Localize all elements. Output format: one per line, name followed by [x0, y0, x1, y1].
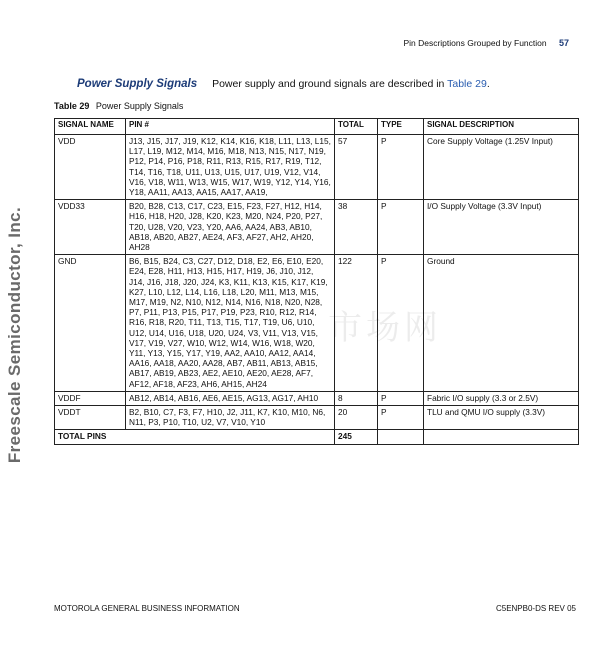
- sidebar-company-name: Freescale Semiconductor, Inc.: [5, 206, 24, 464]
- signal-name: GND: [55, 255, 126, 392]
- column-header: TOTAL: [335, 119, 378, 135]
- signal-description: Fabric I/O supply (3.3 or 2.5V): [424, 391, 579, 405]
- pin-list: AB12, AB14, AB16, AE6, AE15, AG13, AG17, AH10: [126, 391, 335, 405]
- signal-description: Core Supply Voltage (1.25V Input): [424, 135, 579, 200]
- signal-type: P: [378, 406, 424, 430]
- signal-type: P: [378, 391, 424, 405]
- signal-description: I/O Supply Voltage (3.3V Input): [424, 200, 579, 255]
- pin-total: 38: [335, 200, 378, 255]
- empty-cell: [424, 430, 579, 444]
- total-label: TOTAL PINS: [55, 430, 335, 444]
- signal-description: Ground: [424, 255, 579, 392]
- section-heading: Power Supply Signals: [77, 78, 198, 90]
- table-row: [55, 135, 579, 200]
- table-caption: [54, 101, 183, 111]
- pin-total: 57: [335, 135, 378, 200]
- footer-left: MOTOROLA GENERAL BUSINESS INFORMATION: [54, 604, 240, 613]
- pin-total: 8: [335, 391, 378, 405]
- table-29-link[interactable]: Table 29: [447, 78, 487, 90]
- section-intro-end: .: [486, 78, 490, 90]
- table-caption-title: Power Supply Signals: [95, 101, 184, 111]
- total-value: 245: [335, 430, 378, 444]
- total-row: [55, 430, 579, 444]
- column-header: TYPE: [378, 119, 424, 135]
- pin-list: B2, B10, C7, F3, F7, H10, J2, J11, K7, K10, M10, N6, N11, P3, P10, T10, U2, V7, V10, Y10: [126, 406, 335, 430]
- table-header-row: [55, 119, 579, 135]
- signal-name: VDDT: [55, 406, 126, 430]
- pin-total: 122: [335, 255, 378, 392]
- signal-type: P: [378, 255, 424, 392]
- signal-name: VDD33: [55, 200, 126, 255]
- pin-list: J13, J15, J17, J19, K12, K14, K16, K18, L11, L13, L15, L17, L19, M12, M14, M16, M18, N13, N15, N17, N19, P12, P14, P16, P18, R11, R13, R15, R17, R19, T12, T14, T16, T18, U11, U13, U15, U17, U19, V12, V14, V16, V18, W11, W13, W15, W17, W19, Y12, Y14, Y16, Y18, AA11, AA13, AA15, AA17, AA19,: [126, 135, 335, 200]
- column-header: SIGNAL DESCRIPTION: [424, 119, 579, 135]
- signal-type: P: [378, 200, 424, 255]
- table-row: [55, 200, 579, 255]
- column-header: SIGNAL NAME: [55, 119, 126, 135]
- section-intro: [77, 78, 490, 90]
- signal-description: TLU and QMU I/O supply (3.3V): [424, 406, 579, 430]
- pin-total: 20: [335, 406, 378, 430]
- signal-type: P: [378, 135, 424, 200]
- table-row: [55, 391, 579, 405]
- footer-right: C5ENPB0-DS REV 05: [495, 604, 576, 613]
- header-title: Pin Descriptions Grouped by Function: [403, 38, 547, 48]
- table-row: [55, 255, 579, 392]
- section-intro-text: Power supply and ground signals are described in: [212, 78, 448, 90]
- sidebar-vertical-text: [3, 180, 27, 490]
- column-header: PIN #: [126, 119, 335, 135]
- empty-cell: [378, 430, 424, 444]
- pin-list: B6, B15, B24, C3, C27, D12, D18, E2, E6, E10, E20, E24, E28, H11, H13, H15, H17, H19, J6, J10, J12, J14, J16, J18, J20, J24, K3, K11, K13, K15, K17, K19, K27, L10, L12, L14, L16, L18, L20, M11, M13, M15, M17, M19, N2, N10, N12, N14, N16, N18, N20, N28, P7, P11, P13, P15, P17, P19, P23, R10, R12, R14, R16, R18, R20, T11, T13, T15, T17, T19, U6, U10, U12, U14, U16, U18, U20, U24, V3, V11, V13, V15, V17, V19, V27, W10, W12, W14, W16, W18, W20, Y11, Y13, Y15, Y17, Y19, AA2, AA10, AA12, AA14, AA16, AA18, AA20, AA28, AB7, AB11, AB13, AB15, AB17, AB19, AB23, AE2, AE10, AE20, AE28, AF7, AF12, AF18, AF23, AH6, AH15, AH24: [126, 255, 335, 392]
- table-row: [55, 406, 579, 430]
- power-supply-table: [54, 118, 579, 445]
- page-number: 57: [558, 38, 569, 48]
- watermark: 市场网: [328, 308, 442, 348]
- table-caption-label: Table 29: [54, 101, 90, 111]
- signal-name: VDD: [55, 135, 126, 200]
- page-header: [403, 38, 569, 48]
- pin-list: B20, B28, C13, C17, C23, E15, F23, F27, H12, H14, H16, H18, H20, J28, K20, K23, M20, N24, P20, P27, T20, U28, V20, V23, Y20, AA6, AA24, AB3, AB10, AB18, AB20, AB27, AE24, AF3, AF27, AH2, AH20, AH28: [126, 200, 335, 255]
- signal-name: VDDF: [55, 391, 126, 405]
